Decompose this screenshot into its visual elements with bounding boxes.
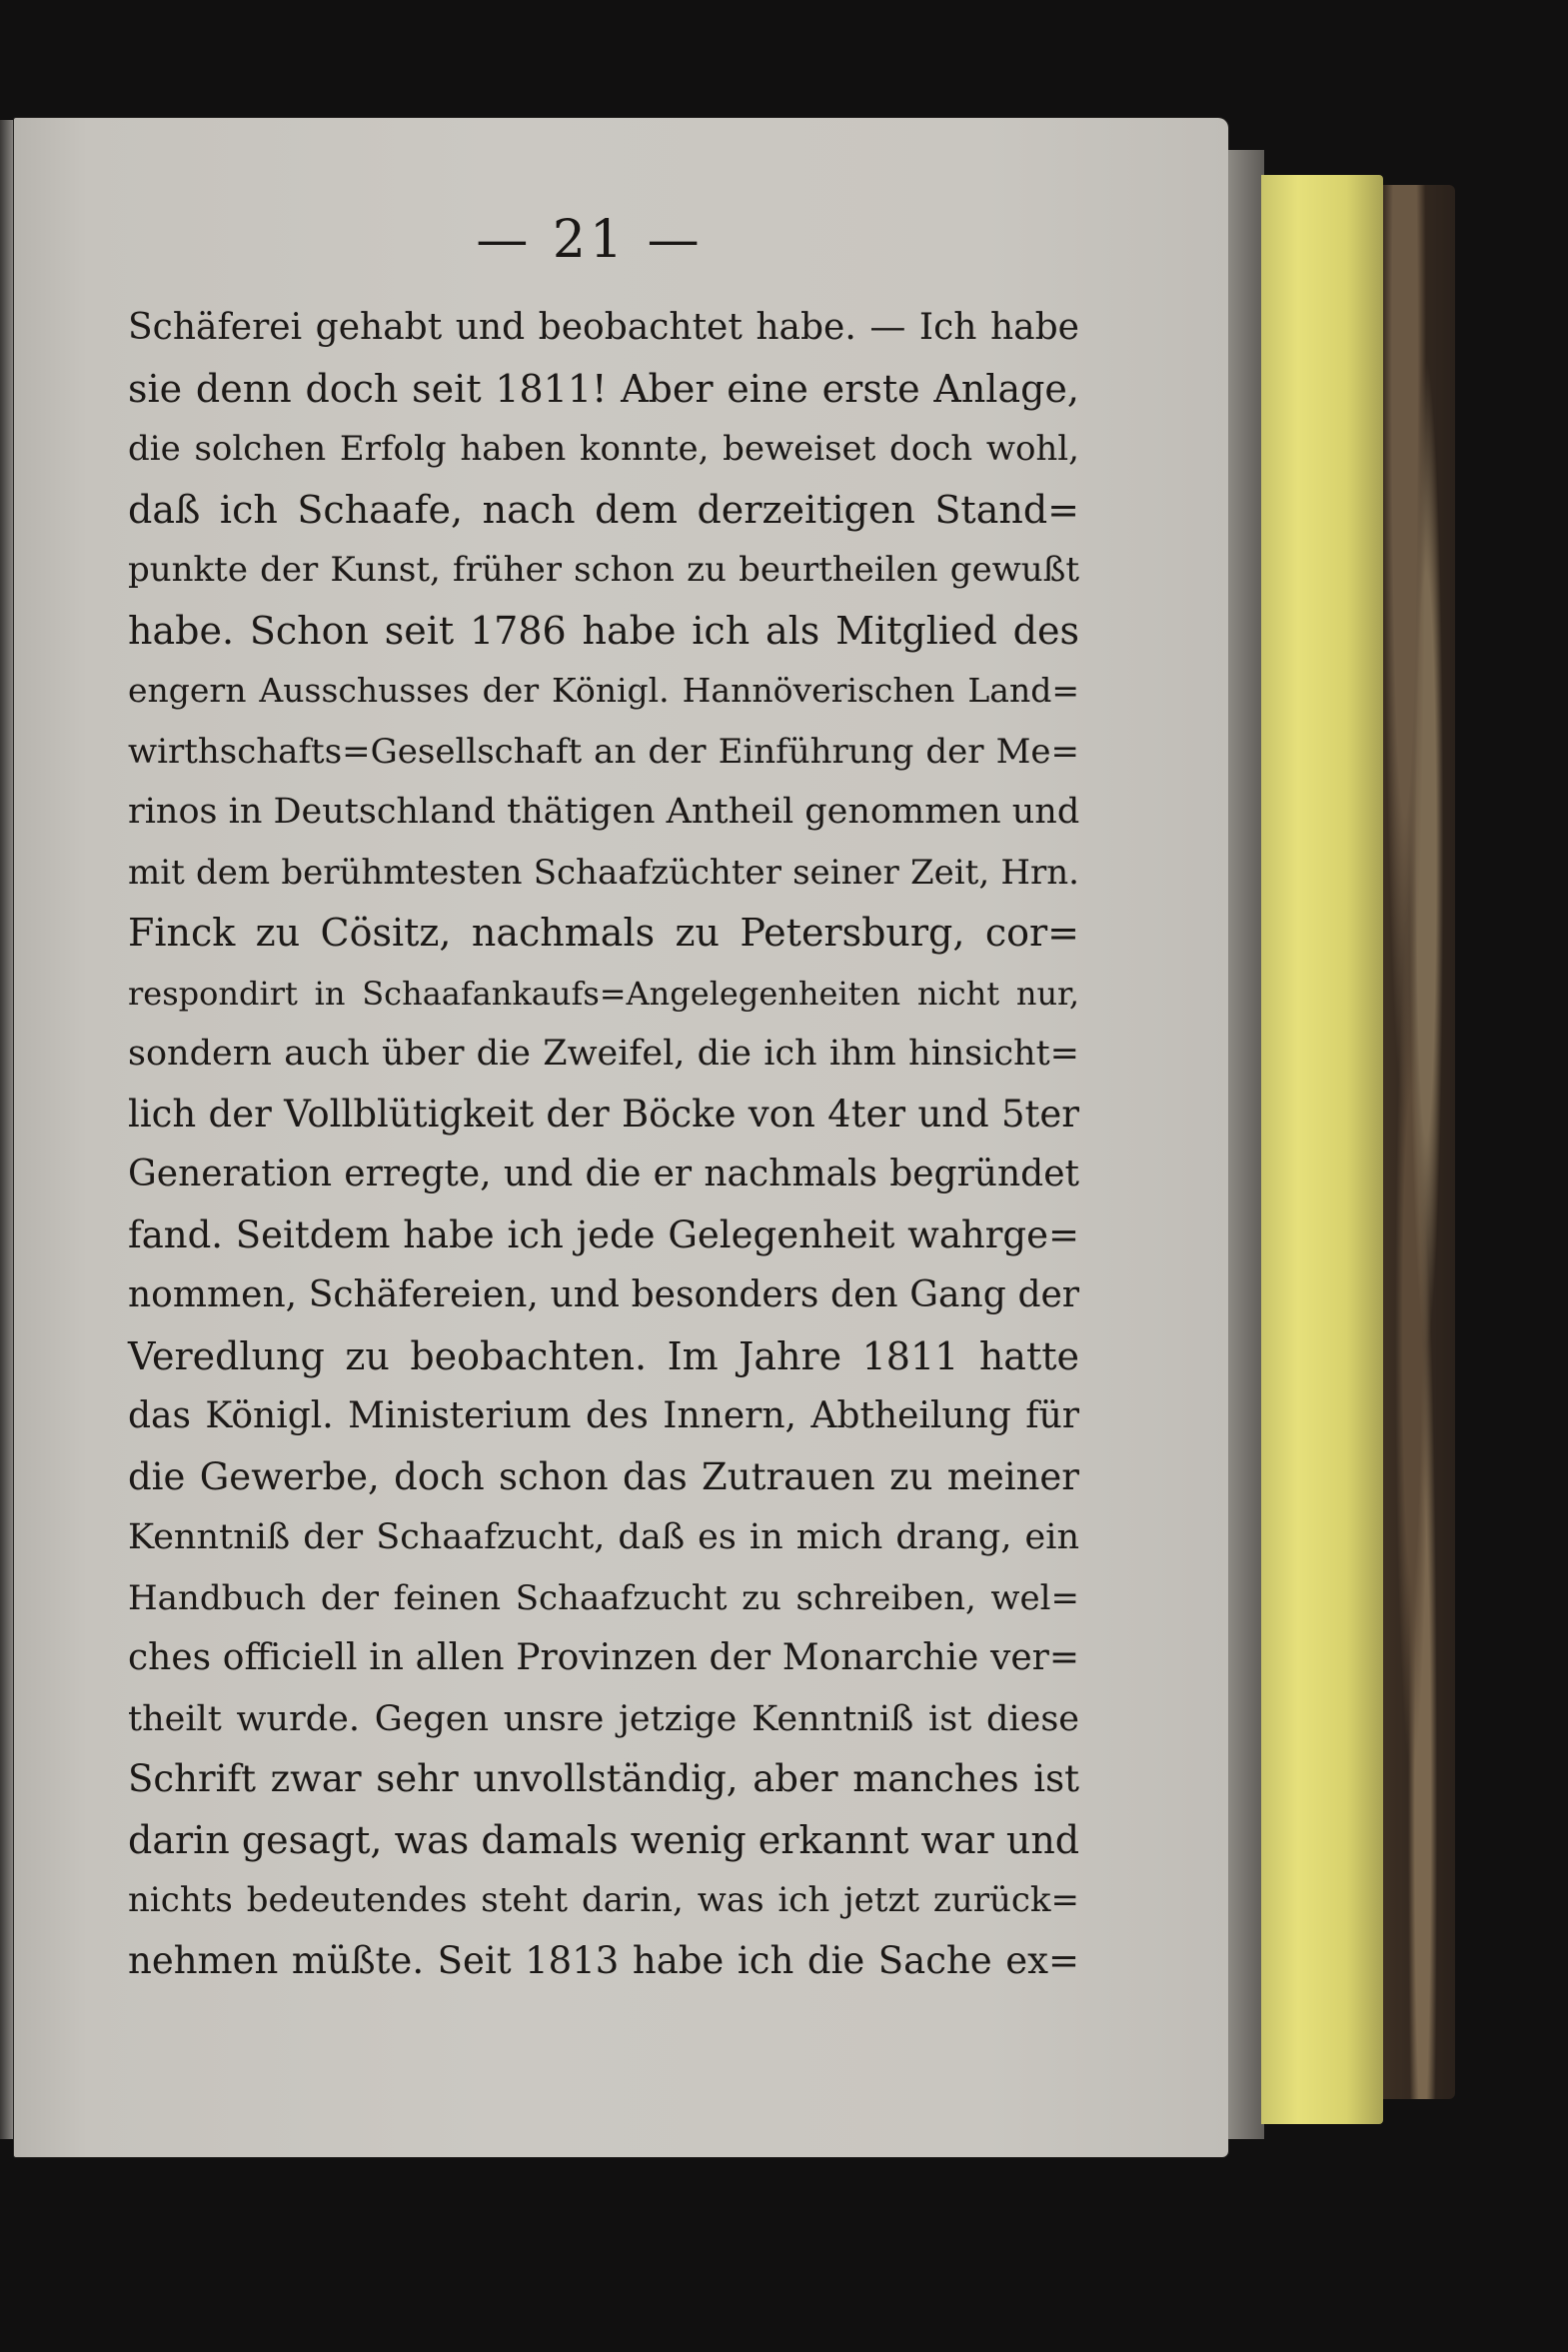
gilt-page-edge [1261, 175, 1383, 2124]
text-line: respondirt in Schaafankaufs=Angelegenheiten nicht nur, [128, 974, 1079, 1013]
text-line: wirthschafts=Gesellschaft an der Einführung der Me= [128, 731, 1079, 772]
text-line: mit dem berühmtesten Schaafzüchter seiner Zeit, Hrn. [128, 852, 1079, 893]
text-line: daß ich Schaafe, nach dem derzeitigen Stand= [128, 487, 1079, 532]
text-line: ches officiell in allen Provinzen der Monarchie ver= [128, 1637, 1079, 1678]
text-line: sie denn doch seit 1811! Aber eine erste Anlage, [128, 366, 1079, 411]
text-line: habe. Schon seit 1786 habe ich als Mitglied des [128, 608, 1079, 653]
text-line: rinos in Deutschland thätigen Antheil genommen und [128, 792, 1080, 832]
text-line: lich der Vollblütigkeit der Böcke von 4ter und 5ter [128, 1092, 1079, 1136]
text-line: nehmen müßte. Seit 1813 habe ich die Sache ex= [128, 1938, 1079, 1982]
body-text [128, 298, 1079, 1991]
text-line: punkte der Kunst, früher schon zu beurtheilen gewußt [128, 550, 1079, 590]
marbled-cover [1383, 185, 1455, 2099]
text-line: darin gesagt, was damals wenig erkannt war und [128, 1817, 1080, 1862]
text-line: nichts bedeutendes steht darin, was ich jetzt zurück= [128, 1880, 1079, 1920]
text-line: Veredlung zu beobachten. Im Jahre 1811 hatte [128, 1333, 1079, 1378]
text-line: theilt wurde. Gegen unsre jetzige Kenntniß ist diese [128, 1698, 1079, 1739]
text-line: fand. Seitdem habe ich jede Gelegenheit wahrge= [128, 1212, 1079, 1256]
text-line: sondern auch über die Zweifel, die ich ihm hinsicht= [128, 1034, 1079, 1074]
text-line: Schrift zwar sehr unvollständig, aber manches ist [128, 1757, 1079, 1800]
text-line: die solchen Erfolg haben konnte, beweiset doch wohl, [128, 429, 1079, 469]
facing-page-edge [0, 120, 14, 2139]
text-line: Handbuch der feinen Schaafzucht zu schreiben, wel= [128, 1577, 1079, 1618]
page-stack-edge [1228, 150, 1264, 2139]
text-line: Finck zu Cösitz, nachmals zu Petersburg, cor= [128, 911, 1079, 955]
text-line: engern Ausschusses der Königl. Hannöverischen Land= [128, 671, 1079, 710]
text-line: nommen, Schäfereien, und besonders den Gang der [128, 1274, 1079, 1315]
text-line: Schäferei gehabt und beobachtet habe. — Ich habe [128, 307, 1079, 348]
text-line: Kenntniß der Schaafzucht, daß es in mich drang, ein [128, 1517, 1079, 1557]
page-number-header: — 21 — [476, 210, 704, 270]
text-line: Generation erregte, und die er nachmals begründet [128, 1154, 1079, 1194]
text-line: das Königl. Ministerium des Innern, Abtheilung für [128, 1395, 1079, 1436]
text-line: die Gewerbe, doch schon das Zutrauen zu meiner [128, 1454, 1079, 1498]
